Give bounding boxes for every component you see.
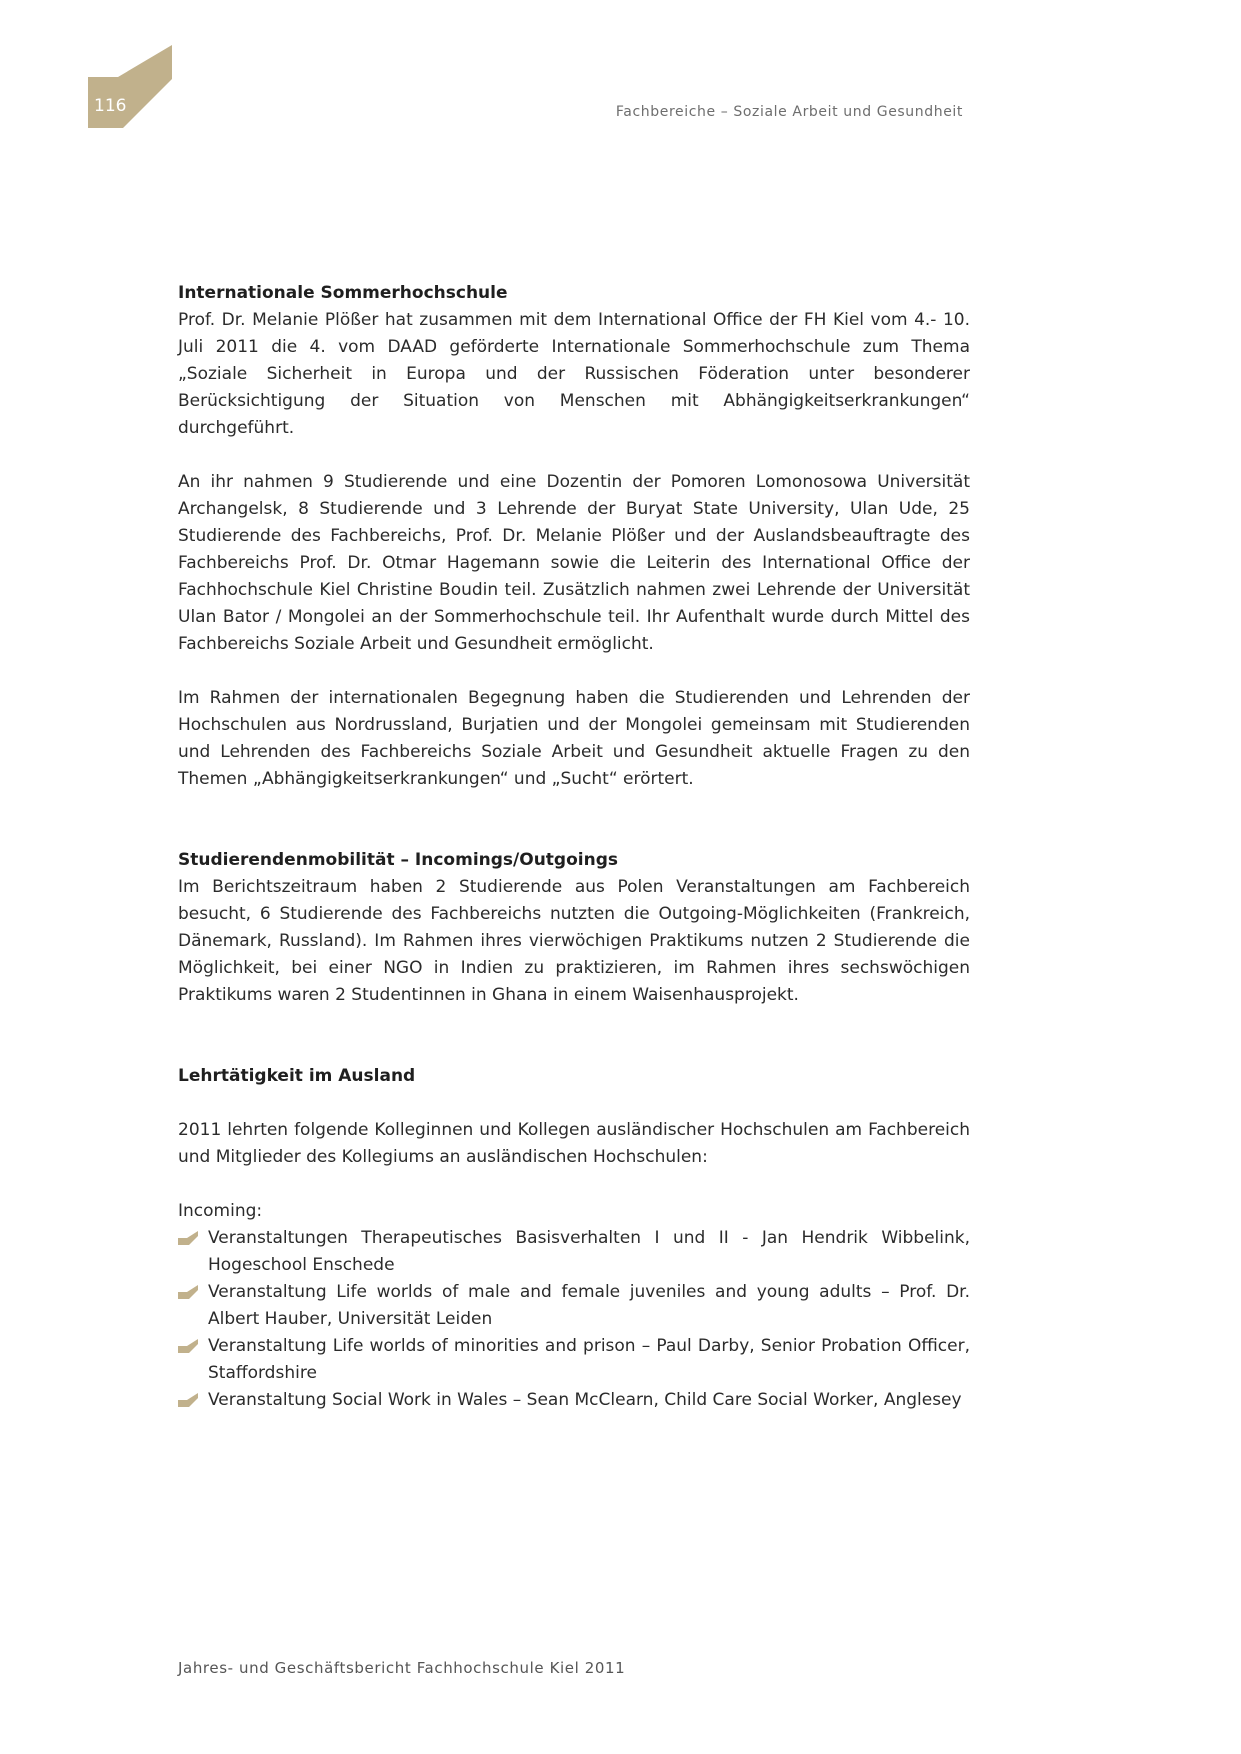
section-heading: Internationale Sommerhochschule [178, 283, 508, 303]
paragraph: Prof. Dr. Melanie Plößer hat zusammen mit dem International Office der FH Kiel vom 4.- 10. Juli 2011 die 4. vom DAAD geförderte Internationale Sommerhochschule zum Thema „Soziale Sicherheit in Europa und der Russischen Föderation unter besonderer Berücksichtigung der Situation von Menschen mit Abhängigkeitserkrankungen“ durchgeführt. [178, 310, 970, 438]
list-label: Incoming: [178, 1201, 263, 1221]
section-studierendenmobilitaet [178, 847, 970, 1009]
check-mark-icon [178, 1285, 198, 1299]
list-item-text: Veranstaltungen Therapeutisches Basisverhalten I und II - Jan Hendrik Wibbelink, Hogeschool Enschede [208, 1228, 970, 1275]
paragraph: An ihr nahmen 9 Studierende und eine Dozentin der Pomoren Lomonosowa Universität Archangelsk, 8 Studierende und 3 Lehrende der Buryat State University, Ulan Ude, 25 Studierende des Fachbereichs, Prof. Dr. Melanie Plößer und der Auslandsbeauftragte des Fachbereichs Prof. Dr. Otmar Hagemann sowie die Leiterin des International Office der Fachhochschule Kiel Christine Boudin teil. Zusätzlich nahmen zwei Lehrende der Universität Ulan Bator / Mongolei an der Sommerhochschule teil. Ihr Aufenthalt wurde durch Mittel des Fachbereichs Soziale Arbeit und Gesundheit ermöglicht. [178, 472, 970, 654]
list-item [178, 1225, 970, 1279]
list-item-text: Veranstaltung Social Work in Wales – Sean McClearn, Child Care Social Worker, Anglesey [208, 1390, 962, 1410]
check-mark-icon [178, 1393, 198, 1407]
page-footer: Jahres- und Geschäftsbericht Fachhochschule Kiel 2011 [178, 1659, 626, 1677]
list-item [178, 1333, 970, 1387]
section-heading: Studierendenmobilität – Incomings/Outgoings [178, 850, 618, 870]
section-lehrtaetigkeit [178, 1063, 970, 1414]
check-mark-icon [178, 1231, 198, 1245]
section-heading: Lehrtätigkeit im Ausland [178, 1066, 416, 1086]
paragraph: Im Rahmen der internationalen Begegnung haben die Studierenden und Lehrenden der Hochschulen aus Nordrussland, Burjatien und der Mongolei gemeinsam mit Studierenden und Lehrenden des Fachbereichs Soziale Arbeit und Gesundheit aktuelle Fragen zu den Themen „Abhängigkeitserkrankungen“ und „Sucht“ erörtert. [178, 688, 970, 789]
list-item-text: Veranstaltung Life worlds of male and female juveniles and young adults – Prof. Dr. Albert Hauber, Universität Leiden [208, 1282, 970, 1329]
paragraph: Im Berichtszeitraum haben 2 Studierende aus Polen Veranstaltungen am Fachbereich besucht, 6 Studierende des Fachbereichs nutzten die Outgoing-Möglichkeiten (Frankreich, Dänemark, Russland). Im Rahmen ihres vierwöchigen Praktikums nutzen 2 Studierende die Möglichkeit, bei einer NGO in Indien zu praktizieren, im Rahmen ihres sechswöchigen Praktikums waren 2 Studentinnen in Ghana in einem Waisenhausprojekt. [178, 877, 970, 1005]
list-item [178, 1387, 970, 1414]
running-header: Fachbereiche – Soziale Arbeit und Gesundheit [615, 104, 963, 120]
main-content [178, 280, 970, 1414]
list-item [178, 1279, 970, 1333]
check-mark-icon [178, 1339, 198, 1353]
incoming-list [178, 1225, 970, 1414]
list-item-text: Veranstaltung Life worlds of minorities and prison – Paul Darby, Senior Probation Officer, Staffordshire [208, 1336, 970, 1383]
section-sommerhochschule [178, 280, 970, 793]
page-number: 116 [94, 96, 127, 116]
paragraph: 2011 lehrten folgende Kolleginnen und Kollegen ausländischer Hochschulen am Fachbereich und Mitglieder des Kollegiums an ausländischen Hochschulen: [178, 1120, 970, 1167]
